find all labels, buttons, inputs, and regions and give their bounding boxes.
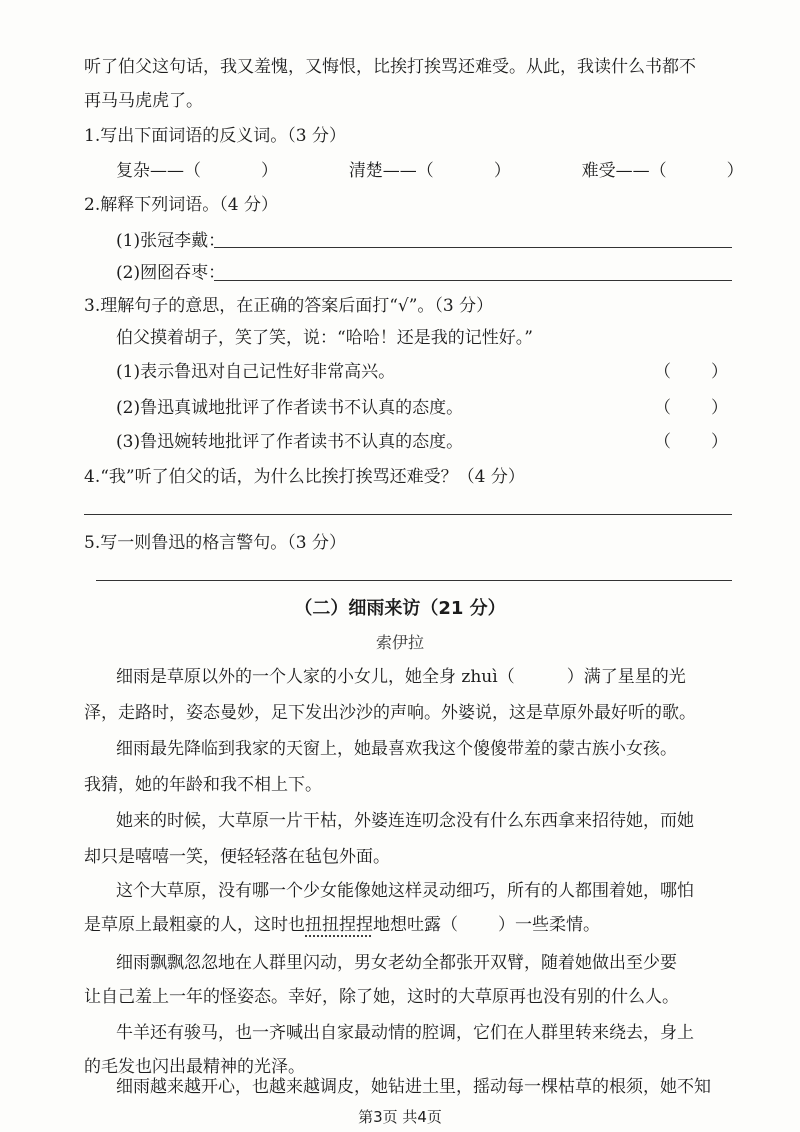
option-2: (2)鲁迅真诚地批评了作者读书不认真的态度。: [116, 398, 464, 418]
paragraph-line: 这个大草原，没有哪一个少女能像她这样灵动细巧，所有的人都围着她，哪怕: [116, 881, 694, 901]
question-4: 4.“我”听了伯父的话，为什么比挨打挨骂还难受？（4 分）: [84, 467, 525, 487]
answer-bracket[interactable]: （ ）: [654, 398, 728, 418]
section-title: （二）细雨来访（21 分）: [294, 598, 506, 619]
antonym-row: [116, 160, 744, 182]
paragraph-line: 细雨是草原以外的一个人家的小女儿，她全身 zhuì（ ）满了星星的光: [116, 667, 686, 687]
paragraph-line: 的毛发也闪出最精神的光泽。: [84, 1057, 305, 1077]
antonym-item: 复杂——（ ）: [116, 161, 278, 181]
paragraph-line: 泽，走路时，姿态曼妙，足下发出沙沙的声响。外婆说，这是草原外最好听的歌。: [84, 703, 696, 723]
paragraph-line: 让自己羞上一年的怪姿态。幸好，除了她，这时的大草原再也没有别的什么人。: [84, 987, 679, 1007]
paragraph-line: 牛羊还有骏马，也一齐喊出自家最动情的腔调，它们在人群里转来绕去，身上: [116, 1023, 694, 1043]
definition-item: (2)囫囵吞枣：: [116, 263, 226, 283]
paragraph-line: 她来的时候，大草原一片干枯，外婆连连叨念没有什么东西拿来招待她，而她: [116, 811, 694, 831]
answer-bracket[interactable]: （ ）: [654, 362, 728, 382]
answer-bracket[interactable]: （ ）: [654, 432, 728, 452]
paragraph-line: 却只是嘻嘻一笑，便轻轻落在毡包外面。: [84, 847, 390, 867]
paragraph-line: 细雨飘飘忽忽地在人群里闪动，男女老幼全都张开双臂，随着她做出至少要: [116, 953, 677, 973]
paragraph-line: 细雨越来越开心，也越来越调皮，她钻进土里，摇动每一棵枯草的根须，她不知: [116, 1077, 711, 1097]
answer-line[interactable]: [84, 514, 732, 515]
question-5: 5.写一则鲁迅的格言警句。（3 分）: [84, 533, 346, 553]
question-1: 1.写出下面词语的反义词。（3 分）: [84, 126, 346, 146]
answer-line[interactable]: [96, 580, 732, 581]
question-3: 3.理解句子的意思，在正确的答案后面打“√”。（3 分）: [84, 296, 494, 316]
passage-text: 再马马虎虎了。: [84, 91, 203, 111]
question-2: 2.解释下列词语。（4 分）: [84, 195, 278, 215]
dotted-word: 扭扭捏捏: [305, 915, 373, 935]
quoted-sentence: 伯父摸着胡子，笑了笑，说：“哈哈！还是我的记性好。”: [116, 328, 533, 348]
option-1: (1)表示鲁迅对自己记性好非常高兴。: [116, 362, 396, 382]
answer-line[interactable]: [214, 280, 732, 281]
option-3: (3)鲁迅婉转地批评了作者读书不认真的态度。: [116, 432, 464, 452]
answer-line[interactable]: [214, 247, 732, 248]
antonym-item: 清楚——（ ）: [348, 161, 511, 181]
paragraph-line: 细雨最先降临到我家的天窗上，她最喜欢我这个傻傻带羞的蒙古族小女孩。: [116, 739, 677, 759]
definition-item: (1)张冠李戴：: [116, 231, 226, 251]
author-name: 索伊拉: [375, 633, 424, 652]
paragraph-line: 我猜，她的年龄和我不相上下。: [84, 775, 322, 795]
passage-text: 听了伯父这句话，我又羞愧，又悔恨，比挨打挨骂还难受。从此，我读什么书都不: [84, 57, 696, 77]
paragraph-line: 是草原上最粗豪的人，这时也扭扭捏捏地想吐露（ ）一些柔情。: [84, 915, 600, 935]
antonym-item: 难受——（ ）: [581, 161, 744, 181]
page-number: 第3页 共4页: [358, 1108, 442, 1126]
